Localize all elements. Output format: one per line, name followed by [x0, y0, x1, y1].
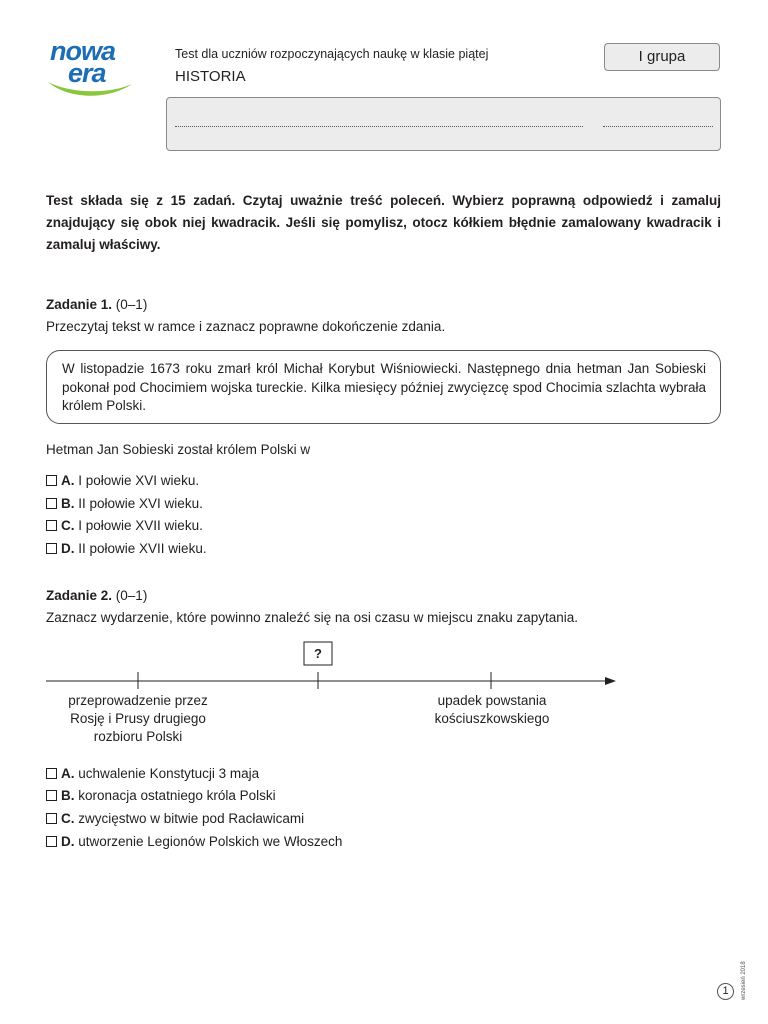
- task1-option-a[interactable]: [46, 472, 199, 490]
- checkbox-icon[interactable]: [46, 768, 57, 779]
- option-letter: A.: [61, 766, 75, 781]
- task2-option-c[interactable]: [46, 810, 304, 828]
- test-subtitle: Test dla uczniów rozpoczynających naukę w klasie piątej: [175, 47, 489, 61]
- logo-swoosh-icon: [44, 78, 134, 100]
- option-letter: B.: [61, 496, 75, 511]
- nowa-era-logo: [44, 38, 134, 100]
- name-dotted-line: [175, 126, 583, 127]
- option-text: koronacja ostatniego króla Polski: [78, 788, 276, 803]
- task1-option-b[interactable]: [46, 495, 203, 513]
- task1-passage: W listopadzie 1673 roku zmarł król Michał Korybut Wiśniowiecki. Następnego dnia hetman Jan Sobieski pokonał pod Chocimiem wojska tureckie. Kilka miesięcy później zwycięzcę spod Chocimia szlachta wybrała królem Polski.: [62, 361, 706, 413]
- task2-title: Zadanie 2.: [46, 588, 113, 603]
- option-letter: C.: [61, 518, 75, 533]
- page-number: 1: [717, 983, 734, 1000]
- logo-text-nowa: nowa: [50, 36, 116, 66]
- option-letter: D.: [61, 834, 75, 849]
- checkbox-icon[interactable]: [46, 813, 57, 824]
- checkbox-icon[interactable]: [46, 520, 57, 531]
- option-text: II połowie XVI wieku.: [78, 496, 203, 511]
- logo-text-era: era: [68, 58, 106, 88]
- student-name-field[interactable]: [166, 97, 721, 151]
- option-text: I połowie XVII wieku.: [78, 518, 203, 533]
- task1-heading: [46, 297, 147, 312]
- task2-points: (0–1): [115, 588, 148, 603]
- test-instructions: Test składa się z 15 zadań. Czytaj uważnie treść poleceń. Wybierz poprawną odpowiedź i zamaluj znajdujący się obok niej kwadracik. Jeśli się pomylisz, otocz kółkiem błędnie zamalowany kwadracik i zamaluj właściwy.: [46, 193, 721, 252]
- question-marker: ?: [314, 646, 322, 661]
- option-letter: A.: [61, 473, 75, 488]
- task1-points: (0–1): [115, 297, 148, 312]
- task2-option-b[interactable]: [46, 787, 276, 805]
- option-letter: B.: [61, 788, 75, 803]
- option-text: utworzenie Legionów Polskich we Włoszech: [78, 834, 343, 849]
- option-letter: D.: [61, 541, 75, 556]
- timeline-left-label-line: Rosję i Prusy drugiego: [70, 711, 206, 726]
- task1-option-d[interactable]: [46, 540, 207, 558]
- timeline-arrow-icon: [605, 677, 616, 685]
- option-text: zwycięstwo w bitwie pod Racławicami: [78, 811, 305, 826]
- option-text: uchwalenie Konstytucji 3 maja: [78, 766, 260, 781]
- option-letter: C.: [61, 811, 75, 826]
- task2-instruction: Zaznacz wydarzenie, które powinno znaleźć się na osi czasu w miejscu znaku zapytania.: [46, 610, 579, 625]
- timeline-right-label-line: kościuszkowskiego: [434, 711, 550, 726]
- task1-stem: Hetman Jan Sobieski został królem Polski w: [46, 442, 311, 457]
- checkbox-icon[interactable]: [46, 790, 57, 801]
- task1-instruction: Przeczytaj tekst w ramce i zaznacz poprawne dokończenie zdania.: [46, 319, 446, 334]
- task1-option-c[interactable]: [46, 517, 203, 535]
- timeline-left-label-line: przeprowadzenie przez: [68, 693, 208, 708]
- checkbox-icon[interactable]: [46, 498, 57, 509]
- task1-title: Zadanie 1.: [46, 297, 113, 312]
- task2-heading: [46, 588, 147, 603]
- subject-title: HISTORIA: [175, 68, 246, 85]
- class-dotted-line: [603, 126, 713, 127]
- checkbox-icon[interactable]: [46, 543, 57, 554]
- task2-option-a[interactable]: [46, 765, 259, 783]
- timeline-right-label: [402, 692, 582, 728]
- option-text: I połowie XVI wieku.: [78, 473, 200, 488]
- print-date-note: wrzesień 2018: [741, 961, 747, 1000]
- task1-passage-frame: [46, 350, 721, 424]
- option-text: II połowie XVII wieku.: [78, 541, 207, 556]
- timeline-left-label-line: rozbioru Polski: [93, 729, 183, 744]
- timeline-left-label: [48, 692, 228, 746]
- task2-option-d[interactable]: [46, 833, 342, 851]
- timeline-axis: [44, 638, 624, 692]
- checkbox-icon[interactable]: [46, 836, 57, 847]
- group-label: I grupa: [604, 43, 720, 71]
- checkbox-icon[interactable]: [46, 475, 57, 486]
- timeline-right-label-line: upadek powstania: [437, 693, 547, 708]
